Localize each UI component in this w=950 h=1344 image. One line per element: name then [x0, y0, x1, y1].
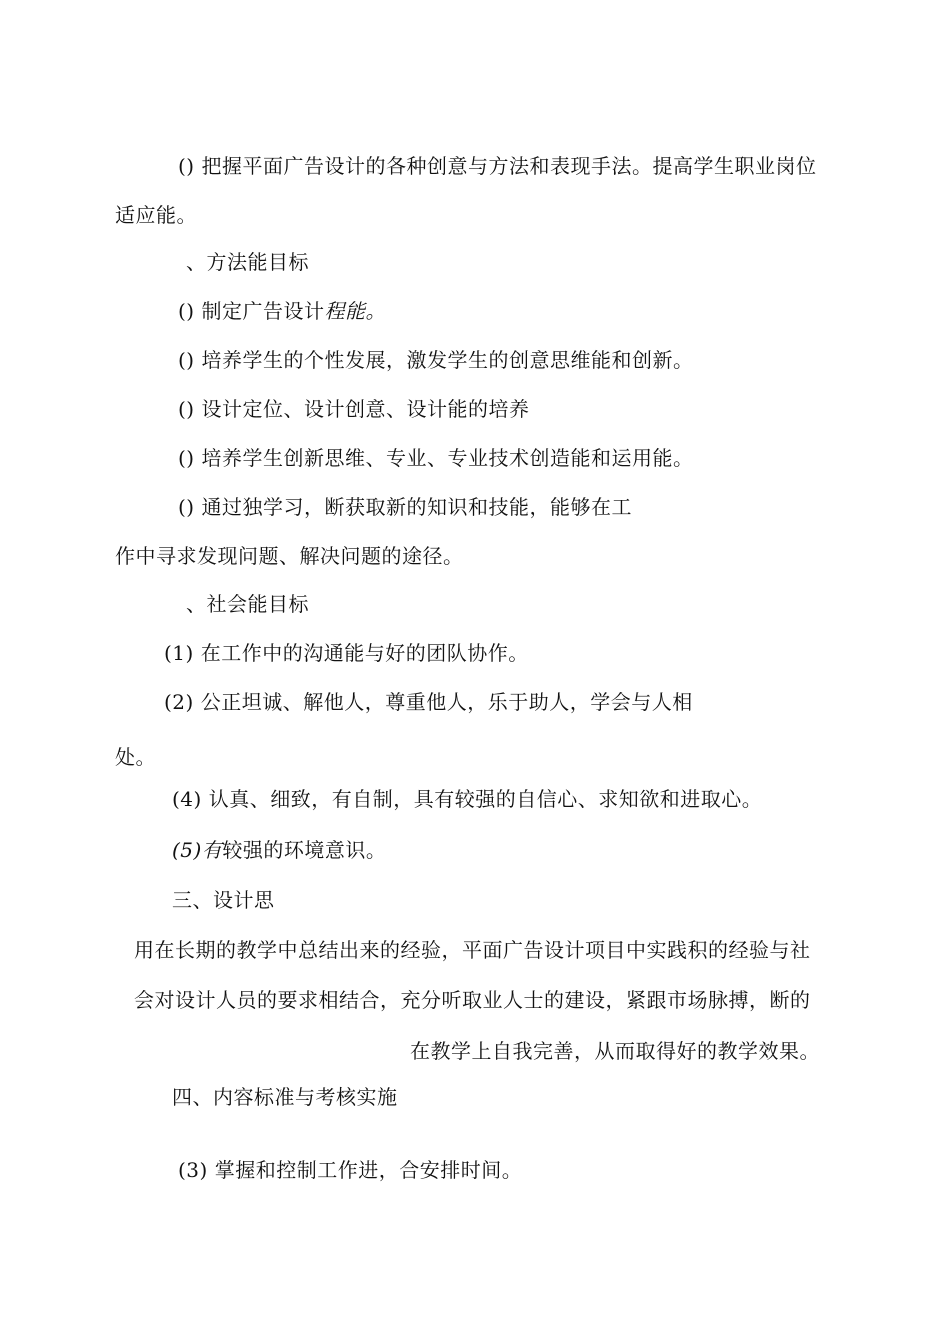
paragraph-line	[115, 743, 156, 771]
paragraph-line	[164, 639, 529, 667]
paragraph-line	[134, 936, 811, 964]
section-heading	[186, 248, 309, 276]
heading-text: 、方法能目标	[186, 250, 309, 274]
line-text: 通过独学习，断获取新的知识和技能，能够在工	[201, 495, 632, 519]
line-text-italic: 有	[201, 838, 223, 862]
line-text: 作中寻求发现问题、解决问题的途径。	[115, 544, 464, 568]
paragraph-line	[164, 688, 693, 716]
item-marker: (1)	[164, 641, 194, 665]
line-text: 适应能。	[115, 203, 197, 227]
section-heading	[172, 886, 275, 914]
paragraph-line	[178, 444, 693, 472]
line-text: 公正坦诚、解他人，尊重他人，乐于助人，学会与人相	[200, 690, 693, 714]
section-heading	[172, 1083, 398, 1111]
line-text: 培养学生创新思维、专业、专业技术创造能和运用能。	[201, 446, 694, 470]
item-marker: (3)	[178, 1158, 208, 1182]
item-marker: ()	[178, 397, 195, 421]
paragraph-line	[115, 201, 197, 229]
item-marker: ()	[178, 348, 195, 372]
item-marker: (5)	[172, 838, 202, 862]
heading-text: 三、设计思	[172, 888, 275, 912]
heading-text: 、社会能目标	[186, 592, 309, 616]
item-marker: (4)	[172, 787, 202, 811]
paragraph-line	[178, 493, 632, 521]
paragraph-line	[134, 986, 811, 1014]
paragraph-line	[178, 395, 529, 423]
line-text: 设计定位、设计创意、设计能的培养	[201, 397, 530, 421]
line-text: 较强的环境意识。	[222, 838, 387, 862]
line-text: 在教学上自我完善，从而取得好的教学效果。	[410, 1039, 820, 1063]
line-text: 把握平面广告设计的各种创意与方法和表现手法。提高学生职业岗位	[201, 154, 817, 178]
paragraph-line	[172, 785, 762, 813]
paragraph-line	[115, 542, 464, 570]
paragraph-line	[178, 152, 816, 180]
item-marker: ()	[178, 154, 195, 178]
paragraph-line	[178, 297, 386, 325]
line-text: 在工作中的沟通能与好的团队协作。	[200, 641, 529, 665]
item-marker: ()	[178, 299, 195, 323]
item-marker: ()	[178, 446, 195, 470]
item-marker: ()	[178, 495, 195, 519]
paragraph-line	[178, 346, 693, 374]
line-text-italic: 程能。	[324, 299, 386, 323]
line-text: 用在长期的教学中总结出来的经验，平面广告设计项目中实践积的经验与社	[134, 938, 811, 962]
line-text: 培养学生的个性发展，激发学生的创意思维能和创新。	[201, 348, 694, 372]
line-text: 认真、细致，有自制，具有较强的自信心、求知欲和进取心。	[208, 787, 763, 811]
line-text: 掌握和控制工作进，合安排时间。	[214, 1158, 523, 1182]
paragraph-line	[172, 836, 386, 864]
heading-text: 四、内容标准与考核实施	[172, 1085, 398, 1109]
line-text: 制定广告设计	[201, 299, 325, 323]
item-marker: (2)	[164, 690, 194, 714]
paragraph-line	[410, 1037, 820, 1065]
paragraph-line	[178, 1156, 522, 1184]
line-text: 会对设计人员的要求相结合，充分听取业人士的建设，紧跟市场脉搏，断的	[134, 988, 811, 1012]
line-text: 处。	[115, 745, 156, 769]
section-heading	[186, 590, 309, 618]
